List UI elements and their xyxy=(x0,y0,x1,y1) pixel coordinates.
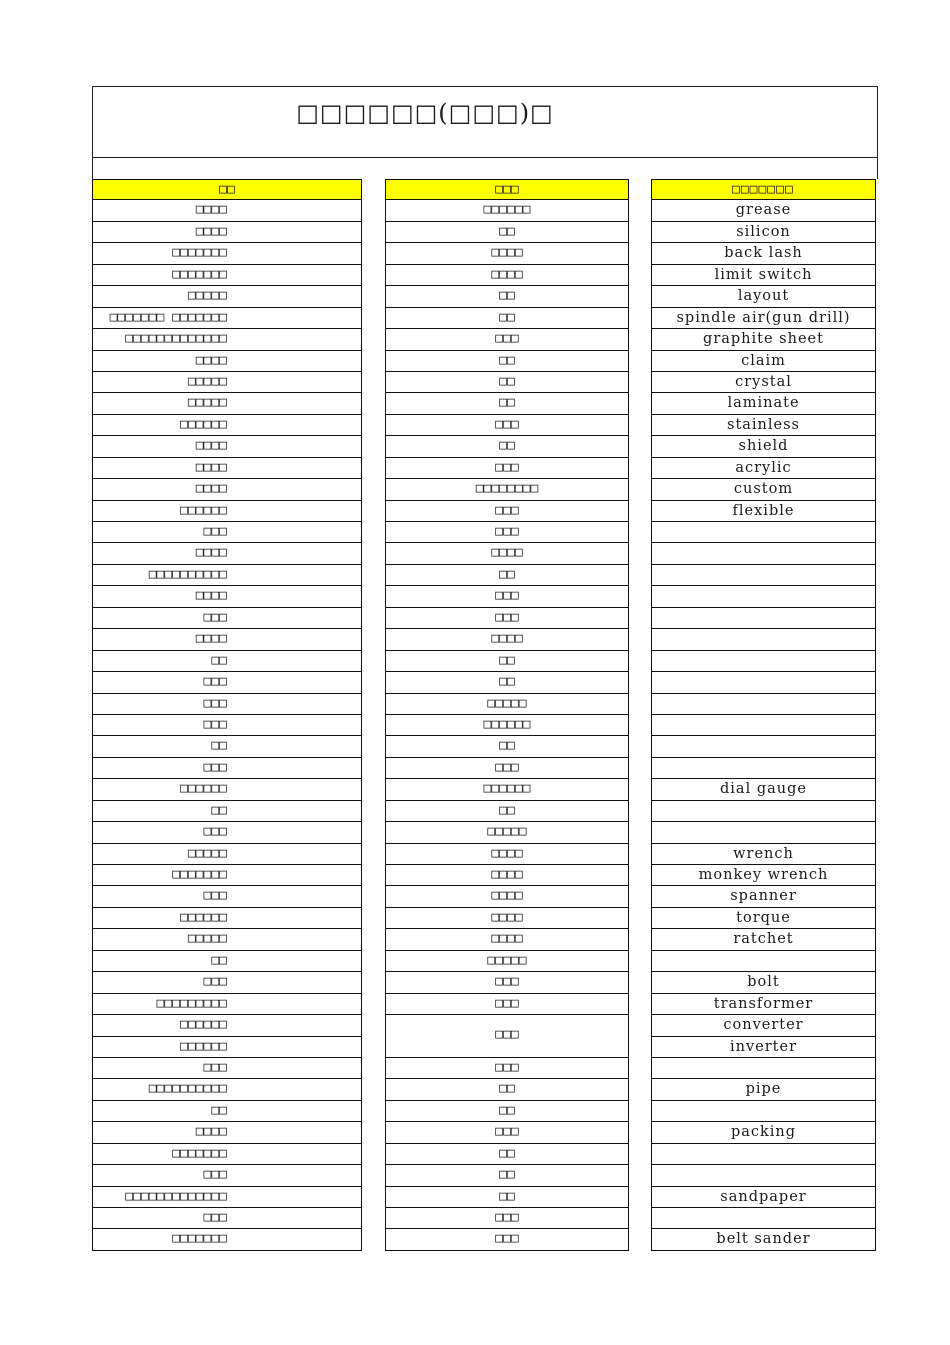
table-cell: □□□ xyxy=(385,1122,629,1143)
table-cell: transformer xyxy=(651,994,876,1015)
table-cell: □□ xyxy=(385,736,629,757)
table-cell: □□ xyxy=(385,801,629,822)
table-cell: □□□□ xyxy=(92,479,362,500)
table-cell xyxy=(651,543,876,564)
table-cell: □□□□□□□ □□□□□□□ xyxy=(92,308,362,329)
table-cell: □□□□ xyxy=(92,543,362,564)
table-cell: □□□ xyxy=(385,994,629,1015)
column-header-b: □□□ xyxy=(385,179,629,200)
table-cell xyxy=(651,522,876,543)
table-cell: □□□□□□□□□□ xyxy=(92,565,362,586)
table-cell: shield xyxy=(651,436,876,457)
table-cell: □□□ xyxy=(385,458,629,479)
table-cell: □□ xyxy=(385,308,629,329)
table-cell: □□ xyxy=(385,393,629,414)
table-cell: □□□□□□ xyxy=(385,200,629,221)
table-cell: □□ xyxy=(385,1079,629,1100)
table-cell: □□ xyxy=(385,1165,629,1186)
table-cell: □□□ xyxy=(385,522,629,543)
table-cell: □□□□□□□□□ xyxy=(92,994,362,1015)
table-cell: □□□□□□□ xyxy=(92,1229,362,1250)
table-cell: □□ xyxy=(92,736,362,757)
table-cell: crystal xyxy=(651,372,876,393)
table-cell: □□ xyxy=(92,651,362,672)
table-cell: □□□□ xyxy=(385,929,629,950)
table-cell: □□□□ xyxy=(385,243,629,264)
table-cell: □□□ xyxy=(385,758,629,779)
table-cell: dial gauge xyxy=(651,779,876,800)
column-chinese-terms xyxy=(385,179,629,1251)
page-title: □□□□□□(□□□)□ xyxy=(296,99,554,127)
table-cell: □□ xyxy=(385,1101,629,1122)
table-cell: monkey wrench xyxy=(651,865,876,886)
table-cell xyxy=(651,672,876,693)
table-cell: □□ xyxy=(92,801,362,822)
table-cell: bolt xyxy=(651,972,876,993)
column-header-a: □□ xyxy=(92,179,362,200)
table-cell: □□ xyxy=(385,1187,629,1208)
table-cell: □□□□□ xyxy=(385,951,629,972)
table-cell xyxy=(651,651,876,672)
table-cell: □□□□□□□ xyxy=(92,243,362,264)
table-cell: stainless xyxy=(651,415,876,436)
table-cell: torque xyxy=(651,908,876,929)
table-cell xyxy=(651,758,876,779)
table-cell xyxy=(651,822,876,843)
table-cell: □□□□□ xyxy=(92,286,362,307)
table-cell: □□ xyxy=(385,651,629,672)
table-cell: □□□ xyxy=(92,672,362,693)
table-cell: □□□□ xyxy=(92,1122,362,1143)
table-cell: □□ xyxy=(385,372,629,393)
table-cell: □□□□□□ xyxy=(92,1015,362,1036)
table-cell: □□□ xyxy=(92,715,362,736)
table-cell: back lash xyxy=(651,243,876,264)
table-cell: sandpaper xyxy=(651,1187,876,1208)
table-cell: pipe xyxy=(651,1079,876,1100)
table-cell xyxy=(651,801,876,822)
table-cell xyxy=(651,1165,876,1186)
table-cell: □□□ xyxy=(92,886,362,907)
table-cell: □□□□□ xyxy=(385,694,629,715)
table-cell: claim xyxy=(651,351,876,372)
table-cell: □□□ xyxy=(92,822,362,843)
column-header-c: □□□□□□□ xyxy=(651,179,876,200)
table-cell: □□□ xyxy=(92,1208,362,1229)
table-cell: □□ xyxy=(92,1101,362,1122)
table-cell: acrylic xyxy=(651,458,876,479)
table-cell: □□□□□ xyxy=(385,822,629,843)
table-cell: □□□□ xyxy=(385,908,629,929)
table-cell: limit switch xyxy=(651,265,876,286)
table-cell: laminate xyxy=(651,393,876,414)
table-cell: □□□□ xyxy=(385,543,629,564)
table-cell: □□□□□□ xyxy=(92,415,362,436)
table-cell: □□□□ xyxy=(385,629,629,650)
table-cell: □□□□□□□□□□□□□ xyxy=(92,1187,362,1208)
table-cell: wrench xyxy=(651,844,876,865)
table-cell: □□□ xyxy=(385,501,629,522)
table-cell: □□ xyxy=(385,436,629,457)
table-cell: □□□□ xyxy=(385,865,629,886)
table-cell: □□□ xyxy=(92,522,362,543)
table-cell: □□ xyxy=(385,222,629,243)
table-cell: □□□□□□ xyxy=(385,779,629,800)
table-cell xyxy=(651,608,876,629)
table-cell: □□□□ xyxy=(385,844,629,865)
title-box xyxy=(92,86,878,157)
table-cell: □□□□□□ xyxy=(92,1037,362,1058)
table-cell xyxy=(651,629,876,650)
table-cell: □□□□□ xyxy=(92,393,362,414)
table-cell: □□□ xyxy=(92,758,362,779)
table-cell: graphite sheet xyxy=(651,329,876,350)
table-cell: □□□ xyxy=(385,972,629,993)
table-cell: □□□ xyxy=(385,1229,629,1250)
table-cell xyxy=(651,1208,876,1229)
table-cell: □□ xyxy=(92,951,362,972)
table-cell: layout xyxy=(651,286,876,307)
table-cell: □□□□ xyxy=(92,222,362,243)
table-cell: □□□ xyxy=(385,586,629,607)
table-cell: silicon xyxy=(651,222,876,243)
spreadsheet xyxy=(92,86,878,1255)
table-cell: □□□□□□ xyxy=(92,908,362,929)
table-cell xyxy=(651,1058,876,1079)
table-cell: □□□□□ xyxy=(92,372,362,393)
table-cell xyxy=(651,694,876,715)
table-cell: custom xyxy=(651,479,876,500)
table-cell xyxy=(651,586,876,607)
table-cell: □□□ xyxy=(385,415,629,436)
table-cell: □□ xyxy=(385,286,629,307)
table-cell: □□ xyxy=(385,1144,629,1165)
table-cell: □□□□□□□ xyxy=(92,265,362,286)
table-cell: □□□□ xyxy=(92,200,362,221)
table-cell: □□ xyxy=(385,351,629,372)
table-cell: □□□□ xyxy=(92,436,362,457)
table-cell: □□□□□ xyxy=(92,844,362,865)
table-cell: □□□ xyxy=(385,329,629,350)
table-cell: □□□□ xyxy=(92,629,362,650)
table-cell: □□□□ xyxy=(92,458,362,479)
table-cell: □□□□ xyxy=(92,351,362,372)
table-cell xyxy=(651,1144,876,1165)
table-cell xyxy=(651,1101,876,1122)
table-cell: □□□□□□□ xyxy=(92,865,362,886)
table-cell: □□□□□□□□ xyxy=(385,479,629,500)
table-cell: □□ xyxy=(385,672,629,693)
table-cell: belt sander xyxy=(651,1229,876,1250)
table-cell: □□□ xyxy=(385,1208,629,1229)
table-cell: spanner xyxy=(651,886,876,907)
table-cell xyxy=(651,951,876,972)
table-cell: □□□ xyxy=(92,1058,362,1079)
table-cell: □□□□□□ xyxy=(92,779,362,800)
table-cell: □□□ xyxy=(385,608,629,629)
table-cell: flexible xyxy=(651,501,876,522)
spacer-row xyxy=(92,157,878,179)
table-cell: □□ xyxy=(385,565,629,586)
table-cell xyxy=(651,565,876,586)
table-cell: □□□ xyxy=(92,972,362,993)
table-cell xyxy=(651,715,876,736)
table-cell xyxy=(651,736,876,757)
table-cell: □□□ xyxy=(385,1058,629,1079)
column-korean-terms xyxy=(92,179,362,1251)
table-cell: □□□□ xyxy=(92,586,362,607)
table-cell: converter xyxy=(651,1015,876,1036)
table-cell: □□□□□□ xyxy=(385,715,629,736)
column-english-terms xyxy=(651,179,876,1251)
table-cell: □□□□ xyxy=(385,265,629,286)
table-cell: □□□□□□□ xyxy=(92,1144,362,1165)
table-cell: inverter xyxy=(651,1037,876,1058)
table-cell: □□□□□ xyxy=(92,929,362,950)
table-cell: packing xyxy=(651,1122,876,1143)
table-cell: grease xyxy=(651,200,876,221)
table-cell: □□□ xyxy=(92,608,362,629)
table-cell: □□□ xyxy=(385,1015,629,1058)
table-cell: □□□□□□□□□□□□□ xyxy=(92,329,362,350)
table-cell: □□□□ xyxy=(385,886,629,907)
table-cell: □□□□□□ xyxy=(92,501,362,522)
table-cell: ratchet xyxy=(651,929,876,950)
table-cell: □□□□□□□□□□ xyxy=(92,1079,362,1100)
table-cell: spindle air(gun drill) xyxy=(651,308,876,329)
table-cell: □□□ xyxy=(92,694,362,715)
table-cell: □□□ xyxy=(92,1165,362,1186)
